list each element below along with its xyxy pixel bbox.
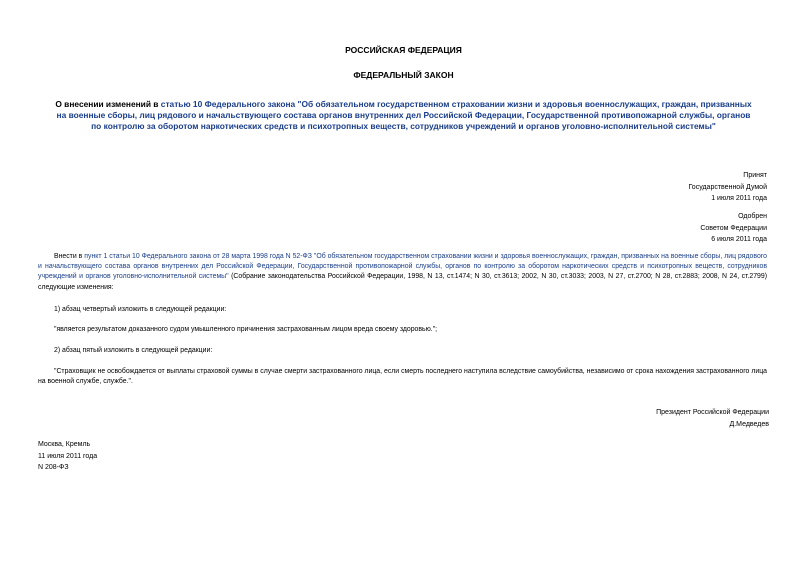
amendment-intro-prefix: Внести в [54, 253, 85, 260]
amendment-law-link[interactable]: пункт 1 статьи 10 Федерального закона от 28 марта 1998 года N 52-ФЗ "Об обязательном государственном страховании жизни и здоровья военнослужащих, граждан, призванных на военные сборы, лиц рядового и начальствующего состава органов внутренних дел Российской Федерации, Государственной противопожарной службы, органов по контролю за оборотом наркотических средств и психотропных веществ, сотрудников учреждений и органов уголовно-исполнительной системы" [38, 253, 767, 281]
signatory-position: Президент Российской Федерации [656, 409, 769, 416]
law-number: N 208-ФЗ [38, 464, 69, 471]
law-title-prefix: О внесении изменений в [55, 99, 161, 109]
paragraph-item-1-text: "является результатом доказанного судом умышленного причинения застрахованным лицом вреда своему здоровью."; [54, 326, 438, 333]
adopted-date: 1 июля 2011 года [711, 195, 767, 202]
signing-date: 11 июля 2011 года [38, 452, 98, 460]
adopted-block [467, 170, 767, 205]
approved-by: Советом Федерации [700, 224, 767, 232]
signatory-name: Д.Медведев [729, 420, 769, 428]
approved-block [467, 211, 767, 246]
paragraph-item-2: 2) абзац пятый изложить в следующей редакции: [54, 347, 213, 354]
document-type-heading: ФЕДЕРАЛЬНЫЙ ЗАКОН [353, 70, 454, 80]
law-title-link[interactable]: статью 10 Федерального закона "Об обязательном государственном страховании жизни и здоровья военнослужащих, граждан, призванных на военные сборы, лиц рядового и начальствующего состава органов внутренних дел Российской Федерации, Государственной противопожарной службы, органов по контролю за оборотом наркотических средств и психотропных веществ, сотрудников учреждений и органов уголовно-исполнительной системы" [56, 99, 752, 132]
signing-info [38, 439, 97, 474]
adopted-label: Принят [743, 172, 767, 179]
amendment-intro-suffix: (Собрание законодательства Российской Федерации, 1998, N 13, ст.1474; N 30, ст.3613; 2002, N 30, ст.3033; 2003, N 27, ст.2700; N 28, ст.2883; 2008, N 24, ст.2799) следующие изменения: [38, 273, 767, 291]
signing-place: Москва, Кремль [38, 441, 91, 448]
adopted-by: Государственной Думой [688, 183, 767, 191]
signature-block [469, 407, 769, 430]
country-heading: РОССИЙСКАЯ ФЕДЕРАЦИЯ [345, 45, 462, 55]
law-title [52, 99, 755, 133]
paragraph-amendment-intro [38, 252, 767, 293]
paragraph-item-1: 1) абзац четвертый изложить в следующей редакции: [54, 306, 227, 313]
approved-date: 6 июля 2011 года [711, 236, 767, 243]
paragraph-item-2-text: "Страховщик не освобождается от выплаты страховой суммы в случае смерти застрахованного лица, если смерть последнего наступила вследствие самоубийства, независимо от срока нахождения застрахованного лица на военной службе, службе.". [38, 368, 767, 386]
approved-label: Одобрен [738, 213, 767, 220]
